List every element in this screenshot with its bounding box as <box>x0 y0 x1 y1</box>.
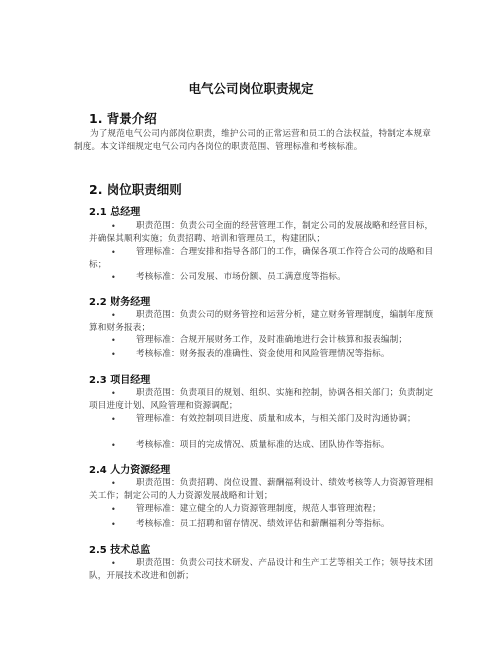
background-paragraph: 为了规范电气公司内部岗位职责，维护公司的正常运营和员工的合法权益，特制定本规章制度。本文详细规定电气公司内各岗位的职责范围、管理标准和考核标准。 <box>74 129 432 152</box>
list-item: • 考核标准：员工招聘和留存情况、绩效评估和薪酬福利分等指标。 <box>111 519 390 529</box>
bullet-icon: • <box>111 441 116 450</box>
list-item: • 考核标准：财务报表的准确性、资金使用和风险管理情况等指标。 <box>111 349 390 359</box>
subsection-heading-general-manager: 2.1 总经理 <box>89 207 141 218</box>
bullet-icon: • <box>111 559 116 568</box>
bullet-icon: • <box>111 336 116 345</box>
list-item: • 职责范围：负责招聘、岗位设置、薪酬福利设计、绩效考核等人力资源管理相关工作；制定公司的人力资源发展战略和计划； <box>89 478 434 501</box>
list-item: • 职责范围：负责公司技术研发、产品设计和生产工艺等相关工作；领导技术团队，开展技术改进和创新； <box>89 558 434 581</box>
bullet-icon: • <box>111 273 116 282</box>
list-item: • 考核标准：公司发展、市场份额、员工满意度等指标。 <box>111 272 346 282</box>
bullet-icon: • <box>111 415 116 424</box>
subsection-heading-finance-manager: 2.2 财务经理 <box>89 297 151 308</box>
bullet-icon: • <box>111 520 116 529</box>
list-item: • 职责范围：负责公司的财务管控和运营分析，建立财务管理制度，编制年度预算和财务报表； <box>89 310 434 333</box>
bullet-icon: • <box>111 350 116 359</box>
subsection-heading-technical-director: 2.5 技术总监 <box>89 545 151 556</box>
bullet-icon: • <box>111 222 116 231</box>
subsection-heading-project-manager: 2.3 项目经理 <box>89 375 151 386</box>
list-item: • 管理标准：合理安排和指导各部门的工作，确保各项工作符合公司的战略和目标； <box>89 247 434 270</box>
list-item: • 管理标准：合规开展财务工作，及时准确地进行会计核算和报表编制； <box>111 335 408 345</box>
subsection-heading-hr-manager: 2.4 人力资源经理 <box>89 465 171 476</box>
list-item: • 职责范围：负责项目的规划、组织、实施和控制，协调各相关部门；负责制定项目进度计划、风险管理和资源调配； <box>89 388 434 411</box>
bullet-icon: • <box>111 505 116 514</box>
list-item: • 考核标准：项目的完成情况、质量标准的达成、团队协作等指标。 <box>111 440 390 450</box>
document-title: 电气公司岗位职责规定 <box>188 81 314 96</box>
bullet-icon: • <box>111 389 116 398</box>
section-heading-duties: 2. 岗位职责细则 <box>89 182 182 197</box>
list-item: • 管理标准：有效控制项目进度、质量和成本，与相关部门及时沟通协调； <box>111 414 416 424</box>
section-heading-background: 1. 背景介绍 <box>89 111 157 126</box>
list-item: • 职责范围：负责公司全面的经营管理工作，制定公司的发展战略和经营目标，并确保其顺利实施；负责招聘、培训和管理员工，构建团队； <box>89 221 434 244</box>
bullet-icon: • <box>111 311 116 320</box>
bullet-icon: • <box>111 248 116 257</box>
list-item: • 管理标准：建立健全的人力资源管理制度，规范人事管理流程； <box>111 504 381 514</box>
bullet-icon: • <box>111 479 116 488</box>
